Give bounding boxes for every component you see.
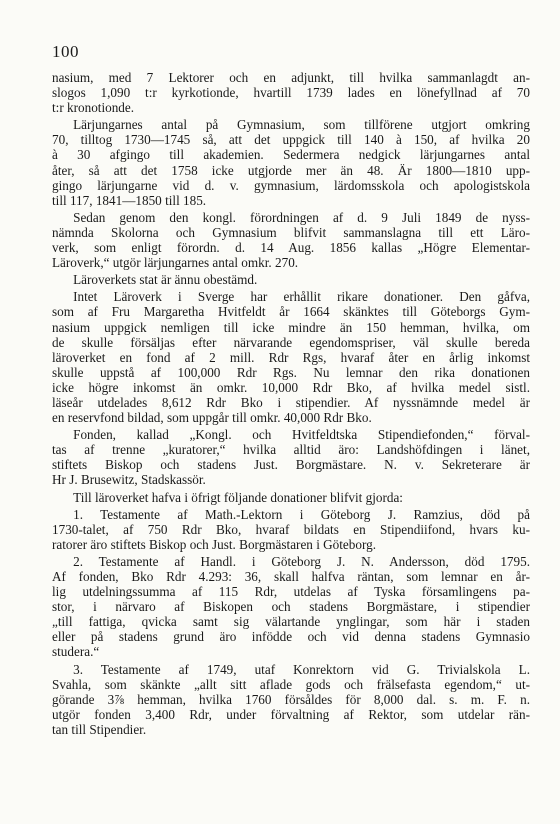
body-text	[52, 70, 530, 739]
text-line: eller på stadens grund äro infödde och vid denna stadens Gymnasio	[52, 629, 530, 645]
text-line: de skulle försäljas efter närvarande egendomspriser, väl skulle bereda	[52, 334, 530, 350]
text-line: 2. Testamente af Handl. i Göteborg J. N. Andersson, död 1795.	[73, 553, 530, 569]
text-line: stiftets Biskop och stadens Just. Borgmästare. N. v. Sekreterare är	[52, 457, 530, 473]
text-line: Läroverkets stat är ännu obestämd.	[73, 272, 258, 288]
text-line: Hr J. Brusewitz, Stadskassör.	[52, 472, 206, 488]
text-line: tan till Stipendier.	[52, 721, 147, 737]
text-line: läseår utdelades 8,612 Rdr Bko i stipendier. Af nyssnämnde medel är	[52, 394, 530, 410]
text-line: 1730-talet, af 750 Rdr Bko, hvaraf bildats en Stipendiifond, hvars ku-	[52, 521, 530, 537]
paragraph	[52, 272, 530, 287]
paragraph	[52, 70, 530, 115]
paragraph	[52, 289, 530, 425]
text-line: åter, så att det 1758 icke utgjorde mer än 48. Är 1800—1810 upp-	[52, 162, 530, 178]
page-number: 100	[52, 42, 79, 61]
text-line: „till fattiga, qvicka samt sig välartande ynglingar, som här i staden	[52, 614, 530, 630]
paragraph	[52, 210, 530, 270]
text-line: läroverket en fond af 2 mill. Rdr Rgs, hvaraf åter en årlig inkomst	[52, 349, 530, 365]
text-line: stor, i närvaro af Biskopen och stadens Borgmästare, i stipendier	[52, 599, 530, 615]
text-line: studera.“	[52, 644, 100, 660]
paragraph	[52, 490, 530, 505]
text-line: Sedan genom den kongl. förordningen af d. 9 Juli 1849 de nyss-	[73, 209, 530, 225]
text-line: nasium, med 7 Lektorer och en adjunkt, till hvilka sammanlagdt an-	[52, 70, 530, 85]
text-line: Svahla, som skänkte „allt sitt aflade gods och frälsefasta egendom,“ ut-	[52, 676, 530, 692]
text-line: Fonden, kallad „Kongl. och Hvitfeldtska Stipendiefonden,“ förval-	[73, 427, 530, 443]
text-line: 1. Testamente af Math.-Lektorn i Göteborg J. Ramzius, död på	[73, 506, 530, 522]
paragraph	[52, 662, 530, 737]
text-line: som af Fru Margaretha Hvitfeldt år 1664 skänktes till Göteborgs Gym-	[52, 304, 530, 320]
text-line: lig utdelningssumma af 115 Rdr, utdelas af Tyska församlingens pa-	[52, 584, 530, 600]
paragraph	[52, 117, 530, 208]
paragraph	[52, 507, 530, 552]
text-line: 70, tilltog 1730—1745 så, att det uppgick till 140 à 150, af hvilka 20	[52, 132, 530, 148]
text-line: à 30 afgingo till akademien. Sedermera nedgick lärjungarnes antal	[52, 147, 530, 163]
text-line: utgör fonden 3,400 Rdr, under förvaltning af Rektor, som utdelar rän-	[52, 706, 530, 722]
text-line: 3. Testamente af 1749, utaf Konrektorn vid G. Trivialskola L.	[73, 661, 530, 677]
text-line: t:r kronotionde.	[52, 100, 135, 116]
text-line: Lärjungarnes antal på Gymnasium, som tillförene utgjort omkring	[73, 117, 530, 133]
paragraph	[52, 427, 530, 487]
text-line: Intet Läroverk i Sverge har erhållit rikare donationer. Den gåfva,	[73, 289, 530, 305]
text-line: skulle uppstå af 100,000 Rdr Rgs. Nu lemnar den rika donationen	[52, 364, 530, 380]
text-line: Läroverk,“ utgör lärjungarnes antal omkr. 270.	[52, 255, 299, 271]
text-line: ratorer äro stiftets Biskop och Just. Borgmästaren i Göteborg.	[52, 536, 377, 552]
text-line: nasium uppgick nemligen till icke mindre än 150 hemman, hvilka, om	[52, 319, 530, 335]
text-line: verk, som enligt förordn. d. 14 Aug. 1856 kallas „Högre Elementar-	[52, 240, 530, 256]
text-line: Till läroverket hafva i öfrigt följande donationer blifvit gjorda:	[73, 489, 403, 505]
text-line: till 117, 1841—1850 till 185.	[52, 192, 207, 208]
text-line: en reservfond bildad, som uppgår till omkr. 40,000 Rdr Bko.	[52, 410, 372, 426]
text-line: Af fonden, Bko Rdr 4.293: 36, skall halfva räntan, som lemnar en år-	[52, 569, 530, 584]
text-line: tas af trenne „kuratorer,“ hvilka alltid äro: Landshöfdingen i länet,	[52, 442, 530, 458]
text-line: görande 3⅞ hemman, hvilka 1760 försåldes för 8,000 dal. s. m. F. n.	[52, 691, 530, 707]
text-line: nämnda Skolorna och Gymnasium blifvit sammanslagna till ett Läro-	[52, 224, 530, 240]
text-line: icke högre inkomst än omkr. 10,000 Rdr Bko, af hvilka medel sistl.	[52, 379, 530, 395]
paragraph	[52, 554, 530, 660]
text-line: slogos 1,090 t:r kyrkotionde, hvartill 1739 lades en lönefyllnad af 70	[52, 85, 530, 101]
text-line: gingo lärjungarne vid d. v. gymnasium, lärdomsskola och apologistskola	[52, 177, 530, 193]
